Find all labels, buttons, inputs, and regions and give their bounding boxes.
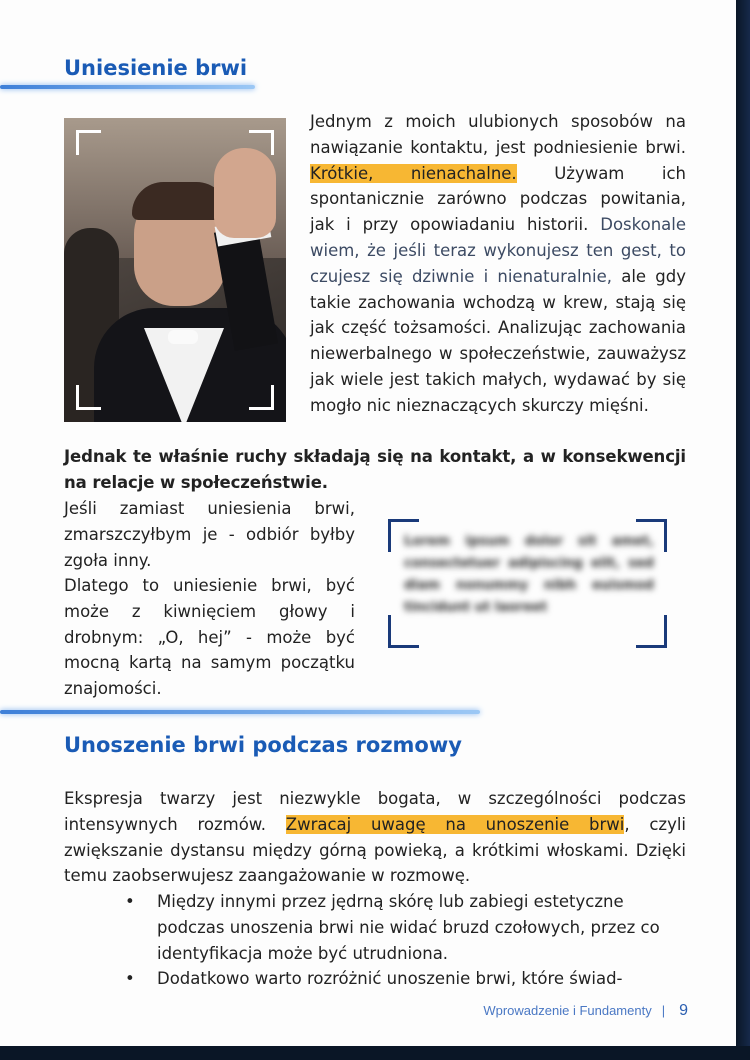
- list-item: • Między innymi przez jędrną skórę lub zabiegi estetyczne podczas unoszenia brwi nie widać bruzd czołowych, przez co identyfikacja może być utrudniona.: [125, 889, 686, 966]
- title-underline: [0, 85, 255, 89]
- highlight-watch-eyebrows: Zwracaj uwagę na unoszenie brwi: [285, 814, 625, 834]
- photo-man-waving: [64, 118, 286, 422]
- photo-frame-corner: [249, 385, 274, 410]
- photo-frame-corner: [249, 130, 274, 155]
- list-item: • Dodatkowo warto rozróżnić unoszenie brwi, które świad-: [125, 966, 686, 992]
- intro-text-soft: Doskonale wiem, że jeśli teraz wykonujesz ten gest, to czujesz się dziwnie i nienaturalnie,: [310, 215, 686, 286]
- bold-statement: Jednak te właśnie ruchy składają się na kontakt, a w konsekwencji na relacje w społeczeństwie.: [64, 447, 686, 492]
- conversation-text-2: , czyli zwiększanie dystansu między górną powieką, a krótkimi włoskami. Dzięki temu zaobserwujesz zaangażowanie w rozmowę.: [64, 814, 686, 886]
- quote-bracket: [388, 615, 419, 648]
- quote-bracket: [636, 615, 667, 648]
- page-number: 9: [679, 1002, 688, 1019]
- section-title-uniesienie: Uniesienie brwi: [64, 56, 248, 80]
- page-edge-right: [736, 0, 750, 1060]
- intro-text-3: ale gdy takie zachowania wchodzą w krew, stają się jak część tożsamości. Analizując zachowania niewerbalnego w społeczeństwie, zauważysz jak wiele jest takich małych, wydawać by się mogło nic nieznaczących skurczy mięśni.: [310, 266, 687, 415]
- page-footer: [483, 1002, 688, 1020]
- highlight-short-subtle: Krótkie, nienachalne.: [310, 163, 517, 183]
- page-edge-bottom: [0, 1046, 750, 1060]
- photo-frame-corner: [76, 385, 101, 410]
- footer-section-name: Wprowadzenie i Fundamenty: [483, 1003, 652, 1018]
- blurred-quote: Lorem ipsum dolor sit amet, consectetuer adipiscing elit, sed diam nonummy nibh euismod tincidunt ut laoreet: [404, 534, 654, 615]
- conversation-text: Ekspresja twarzy jest niezwykle bogata, w szczególności podczas intensywnych rozmów.: [64, 789, 686, 834]
- intro-text: Jednym z moich ulubionych sposobów na nawiązanie kontaktu, jest podniesienie brwi.: [310, 112, 686, 157]
- section-title-unoszenie: Unoszenie brwi podczas rozmowy: [64, 733, 462, 757]
- footer-separator: |: [661, 1003, 666, 1018]
- intro-text-2: Używam ich spontanicznie zarówno podczas powitania, jak i przy opowiadaniu historii.: [310, 163, 686, 235]
- section-divider: [0, 710, 480, 714]
- bullet-list: [125, 889, 686, 992]
- conversation-paragraph: [64, 786, 686, 889]
- paragraph-frown: Jeśli zamiast uniesienia brwi, zmarszczyłbym je - odbiór byłby zgoła inny.: [64, 499, 355, 570]
- photo-frame-corner: [76, 130, 101, 155]
- paragraph-greeting: Dlatego to uniesienie brwi, być może z kiwnięciem głowy i drobnym: „O, hej” - może być mocną kartą na samym początku znajomości.: [64, 576, 355, 699]
- intro-paragraph: [310, 109, 686, 419]
